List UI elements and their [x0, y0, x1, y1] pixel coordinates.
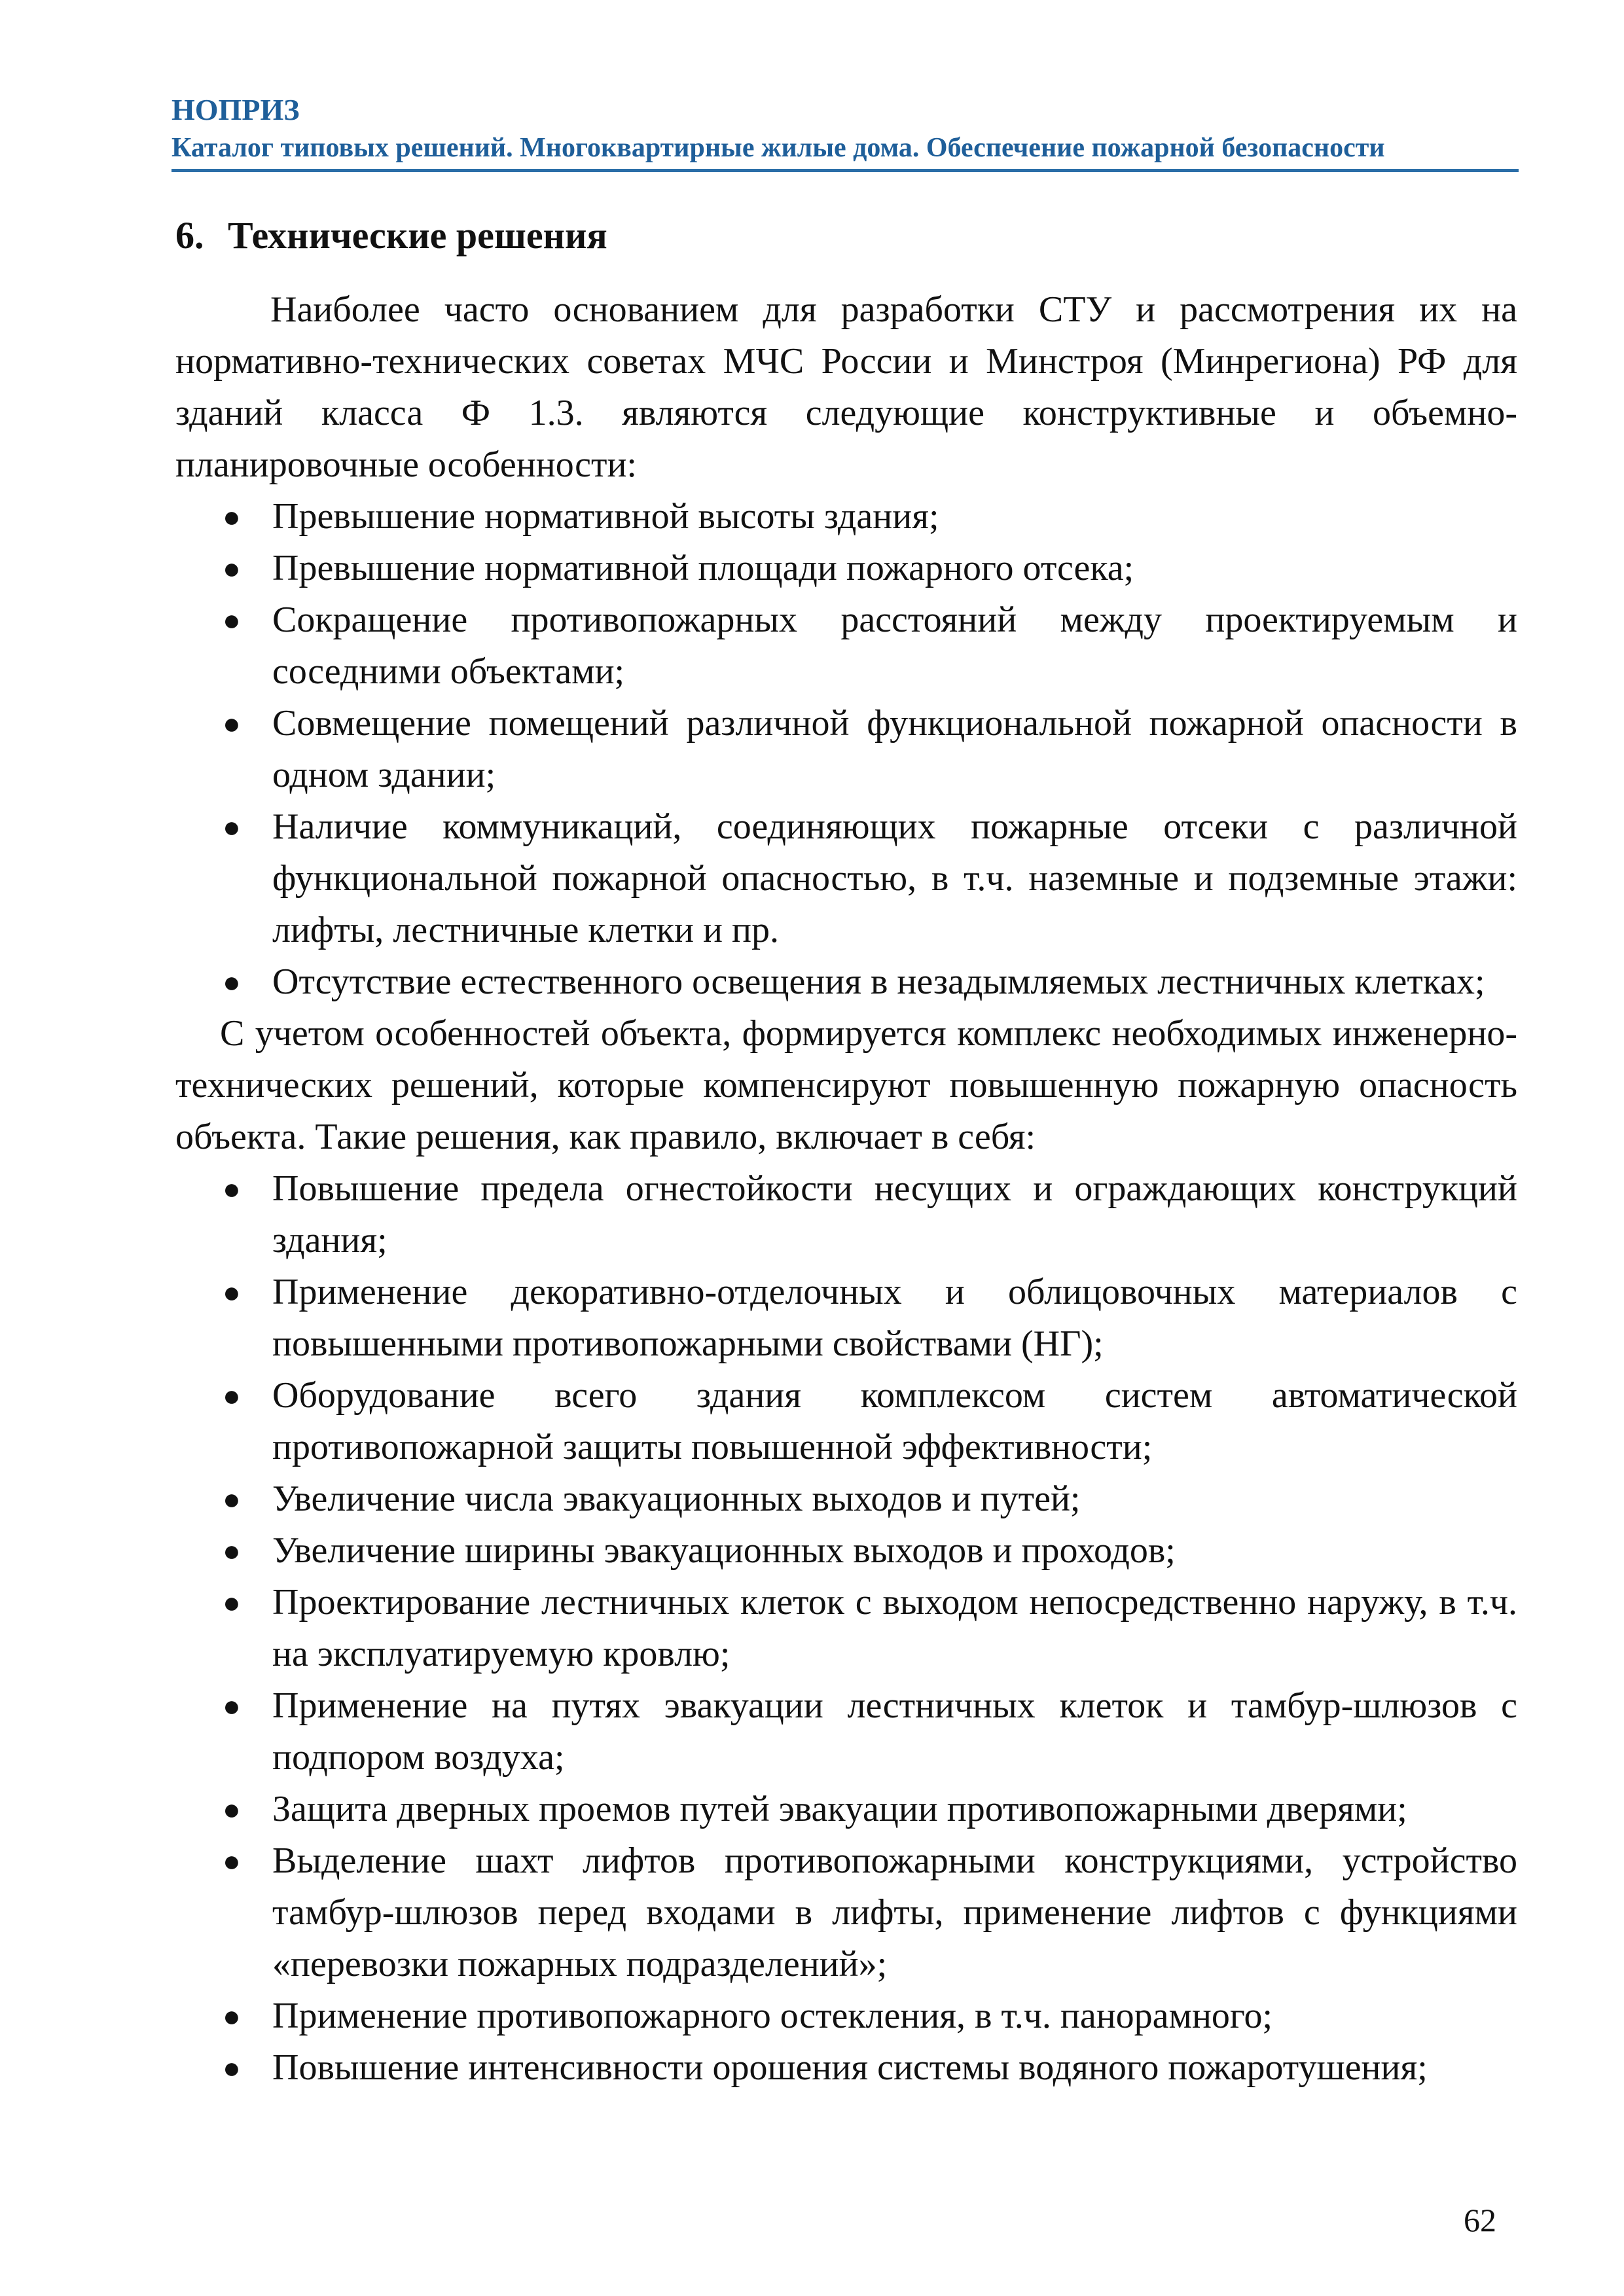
bullet-icon: ● — [223, 1586, 241, 1619]
bullet-icon: ● — [223, 1276, 241, 1309]
solution-item-text: Повышение предела огнестойкости несущих и ограждающих конструкций здания; — [272, 1168, 1517, 1261]
feature-item-text: Превышение нормативной площади пожарного отсека; — [272, 548, 1134, 588]
bullet-icon: ● — [223, 552, 241, 585]
bullet-icon: ● — [223, 1379, 241, 1412]
organization-name: НОПРИЗ — [171, 93, 300, 126]
feature-item-text: Совмещение помещений различной функциональной пожарной опасности в одном здании; — [272, 703, 1517, 795]
solution-item-text: Применение на путях эвакуации лестничных клеток и тамбур-шлюзов с подпором воздуха; — [272, 1685, 1517, 1778]
feature-item — [175, 698, 1517, 801]
solution-item — [175, 1990, 1517, 2042]
document-body — [175, 209, 1517, 2094]
solution-item — [175, 1525, 1517, 1577]
solution-item — [175, 1473, 1517, 1525]
bullet-icon: ● — [223, 1793, 241, 1826]
solution-item-text: Повышение интенсивности орошения системы водяного пожаротушения; — [272, 2047, 1428, 2088]
feature-item — [175, 491, 1517, 543]
solution-item-text: Применение декоративно-отделочных и облицовочных материалов с повышенными противопожарными свойствами (НГ); — [272, 1272, 1517, 1364]
feature-item — [175, 801, 1517, 956]
bullet-icon: ● — [223, 1172, 241, 1206]
solution-item-text: Выделение шахт лифтов противопожарными конструкциями, устройство тамбур-шлюзов перед входами в лифты, применение лифтов с функциями «перевозки пожарных подразделений»; — [272, 1840, 1517, 1984]
bullet-icon: ● — [223, 1844, 241, 1878]
solution-item — [175, 1163, 1517, 1266]
feature-item-text: Наличие коммуникаций, соединяющих пожарные отсеки с различной функциональной пожарной опасностью, в т.ч. наземные и подземные этажи: лифты, лестничные клетки и пр. — [272, 806, 1517, 950]
solution-item-text: Проектирование лестничных клеток с выходом непосредственно наружу, в т.ч. на эксплуатируемую кровлю; — [272, 1582, 1517, 1674]
header-divider — [171, 169, 1519, 172]
bullet-icon: ● — [223, 965, 241, 999]
bullet-icon: ● — [223, 1534, 241, 1568]
solution-item — [175, 1680, 1517, 1784]
solution-item-text: Оборудование всего здания комплексом систем автоматической противопожарной защиты повышенной эффективности; — [272, 1375, 1517, 1467]
solution-item — [175, 1577, 1517, 1680]
solution-item — [175, 1266, 1517, 1370]
solution-item-text: Применение противопожарного остекления, в т.ч. панорамного; — [272, 1996, 1273, 2036]
intro-paragraph: Наиболее часто основанием для разработки СТУ и рассмотрения их на нормативно-технических советах МЧС России и Минстроя (Минрегиона) РФ для зданий класса Ф 1.3. являются следующие конструктивные и объемно-планировочные особенности: — [175, 289, 1517, 485]
bullet-icon: ● — [223, 810, 241, 844]
feature-item-text: Превышение нормативной высоты здания; — [272, 496, 939, 537]
bullet-icon: ● — [223, 2051, 241, 2085]
feature-item — [175, 594, 1517, 698]
catalog-title: Каталог типовых решений. Многоквартирные жилые дома. Обеспечение пожарной безопасности — [171, 133, 1385, 163]
feature-item — [175, 543, 1517, 594]
feature-item — [175, 956, 1517, 1008]
bullet-icon: ● — [223, 707, 241, 740]
solution-item — [175, 1370, 1517, 1473]
features-list — [175, 491, 1517, 1008]
solution-item — [175, 1835, 1517, 1990]
bullet-icon: ● — [223, 1482, 241, 1516]
bullet-icon: ● — [223, 1689, 241, 1723]
middle-paragraph: С учетом особенностей объекта, формируется комплекс необходимых инженерно-технических решений, которые компенсируют повышенную пожарную опасность объекта. Такие решения, как правило, включает в себя: — [175, 1013, 1517, 1157]
section-heading — [175, 209, 1517, 262]
bullet-icon: ● — [223, 500, 241, 533]
page-number: 62 — [1464, 2202, 1496, 2238]
section-number: 6. — [175, 214, 204, 257]
section-title: Технические решения — [228, 214, 607, 257]
solution-item — [175, 2042, 1517, 2094]
solutions-list — [175, 1163, 1517, 2094]
bullet-icon: ● — [223, 2000, 241, 2033]
bullet-icon: ● — [223, 603, 241, 637]
solution-item-text: Увеличение ширины эвакуационных выходов и проходов; — [272, 1530, 1176, 1571]
feature-item-text: Отсутствие естественного освещения в незадымляемых лестничных клетках; — [272, 961, 1485, 1002]
solution-item — [175, 1784, 1517, 1835]
solution-item-text: Увеличение числа эвакуационных выходов и путей; — [272, 1479, 1081, 1519]
solution-item-text: Защита дверных проемов путей эвакуации противопожарными дверями; — [272, 1789, 1407, 1829]
feature-item-text: Сокращение противопожарных расстояний между проектируемым и соседними объектами; — [272, 600, 1517, 692]
page-header — [171, 90, 1519, 166]
